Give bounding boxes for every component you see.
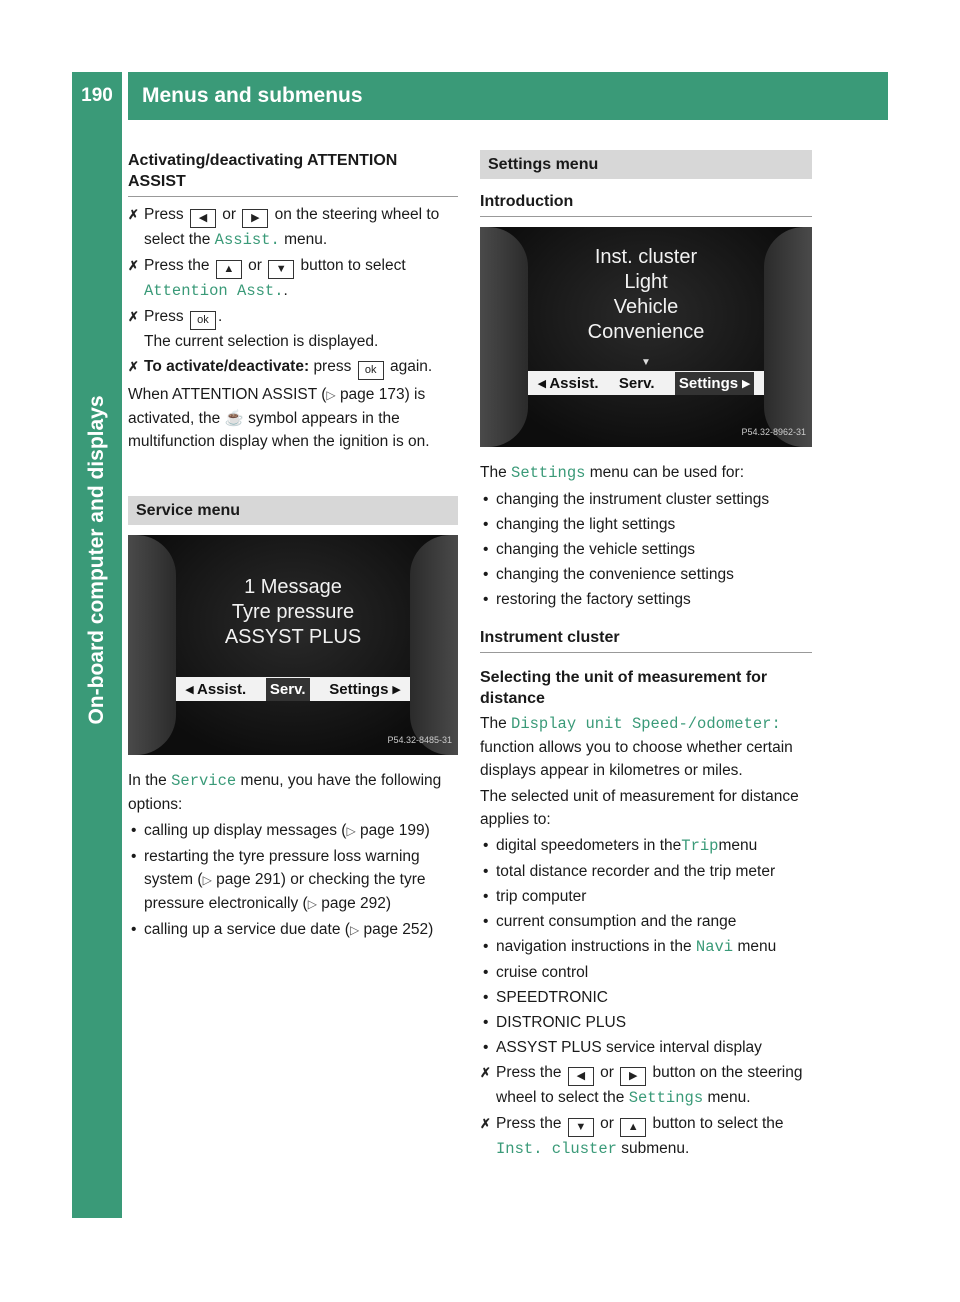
list-item: • navigation instructions in the Navi menu: [483, 938, 777, 956]
menu-name-settings: Settings: [511, 464, 586, 482]
list-item: • changing the convenience settings: [483, 566, 734, 583]
service-menu-heading: Service menu: [128, 496, 458, 525]
up-arrow-key-icon: ▲: [620, 1118, 646, 1137]
display-menu-bar: ◂ Assist. Serv. Settings ▸: [176, 677, 410, 701]
step-select-assist: ✗ Press ◀ or ▶ on the steering wheel to select the Assist. menu.: [128, 203, 458, 252]
attention-paragraph: When ATTENTION ASSIST (▷ page 173) is activated, the ☕ symbol appears in the multifunction display when the ignition is on.: [128, 386, 430, 450]
unit-subheading: Selecting the unit of measurement for distance: [480, 669, 768, 707]
list-item: • SPEEDTRONIC: [483, 989, 608, 1006]
menu-name-attention-asst: Attention Asst.: [144, 282, 284, 300]
list-item: • DISTRONIC PLUS: [483, 1014, 627, 1031]
step-marker-icon: ✗: [128, 258, 139, 273]
settings-display-image: Inst. cluster Light Vehicle Convenience ▼ ◂ Assist. Serv. Settings ▸ P54.32-8962-31: [480, 227, 812, 447]
list-item: • trip computer: [483, 888, 587, 905]
introduction-heading: Introduction: [480, 191, 812, 217]
list-item: • changing the light settings: [483, 516, 676, 533]
step-marker-icon: ✗: [128, 309, 139, 324]
step-marker-icon: ✗: [480, 1065, 491, 1080]
unit-applies-paragraph: The selected unit of measurement for distance applies to:: [480, 788, 799, 828]
up-arrow-key-icon: ▲: [216, 260, 242, 279]
down-arrow-key-icon: ▼: [568, 1118, 594, 1137]
attention-assist-heading: Activating/deactivating ATTENTION ASSIST: [128, 150, 458, 197]
list-item: • cruise control: [483, 964, 589, 981]
more-down-icon: ▼: [641, 357, 651, 368]
menu-name-service: Service: [171, 772, 237, 790]
step-select-inst-cluster: ✗ Press the ▼ or ▲ button to select the Inst. cluster submenu.: [480, 1112, 812, 1161]
right-arrow-key-icon: ▶: [620, 1067, 646, 1086]
step-activate: ✗ To activate/deactivate: press ok again.: [128, 355, 458, 380]
step-select-attention: ✗ Press the ▲ or ▼ button to select Attention Asst..: [128, 254, 458, 303]
list-item: • calling up a service due date (▷ page 252): [131, 921, 434, 938]
step-select-settings: ✗ Press the ◀ or ▶ button on the steering wheel to select the Settings menu.: [480, 1061, 812, 1110]
right-column: [480, 150, 812, 1163]
step-marker-icon: ✗: [128, 359, 139, 374]
menu-name-settings: Settings: [628, 1089, 704, 1107]
list-item: • total distance recorder and the trip meter: [483, 863, 776, 880]
list-item: • calling up display messages (▷ page 199): [131, 822, 430, 839]
left-arrow-key-icon: ◀: [568, 1067, 594, 1086]
ok-key-icon: ok: [190, 311, 216, 330]
right-arrow-key-icon: ▶: [242, 209, 268, 228]
menu-name-assist: Assist.: [214, 231, 280, 249]
display-unit-paragraph: The Display unit Speed-/odometer: function allows you to choose whether certain displays appear in kilometres or miles.: [480, 715, 793, 779]
instrument-cluster-heading: Instrument cluster: [480, 627, 812, 653]
settings-menu-heading: Settings menu: [480, 150, 812, 179]
page-ref-arrow-icon: ▷: [326, 388, 336, 402]
coffee-cup-icon: ☕: [224, 410, 244, 427]
service-display-image: 1 Message Tyre pressure ASSYST PLUS ◂ Assist. Serv. Settings ▸ P54.32-8485-31: [128, 535, 458, 755]
list-item: • ASSYST PLUS service interval display: [483, 1039, 762, 1056]
left-arrow-key-icon: ◀: [190, 209, 216, 228]
step-marker-icon: ✗: [128, 207, 139, 222]
left-column: [128, 150, 458, 944]
side-tab-label: On-board computer and displays: [85, 395, 108, 725]
down-arrow-key-icon: ▼: [268, 260, 294, 279]
list-item: • current consumption and the range: [483, 913, 737, 930]
page-number: 190: [72, 72, 122, 120]
list-item: • digital speedometers in theTripmenu: [483, 837, 758, 855]
list-item: • changing the instrument cluster settings: [483, 491, 770, 508]
display-menu-bar: ◂ Assist. Serv. Settings ▸: [528, 371, 764, 395]
page-header-title: Menus and submenus: [128, 72, 888, 120]
menu-name-inst-cluster: Inst. cluster: [496, 1140, 617, 1158]
menu-name-display-unit: Display unit Speed-/odometer:: [511, 715, 781, 733]
ok-key-icon: ok: [358, 361, 384, 380]
step-press-ok: ✗ Press ok . The current selection is displayed.: [128, 305, 458, 353]
list-item: • restoring the factory settings: [483, 591, 691, 608]
list-item: • changing the vehicle settings: [483, 541, 696, 558]
service-intro: In the Service menu, you have the following options:: [128, 772, 442, 813]
step-marker-icon: ✗: [480, 1116, 491, 1131]
list-item: • restarting the tyre pressure loss warning system (▷ page 291) or checking the tyre pressure electronically (▷ page 292): [131, 848, 426, 912]
settings-intro: The Settings menu can be used for:: [480, 464, 745, 482]
